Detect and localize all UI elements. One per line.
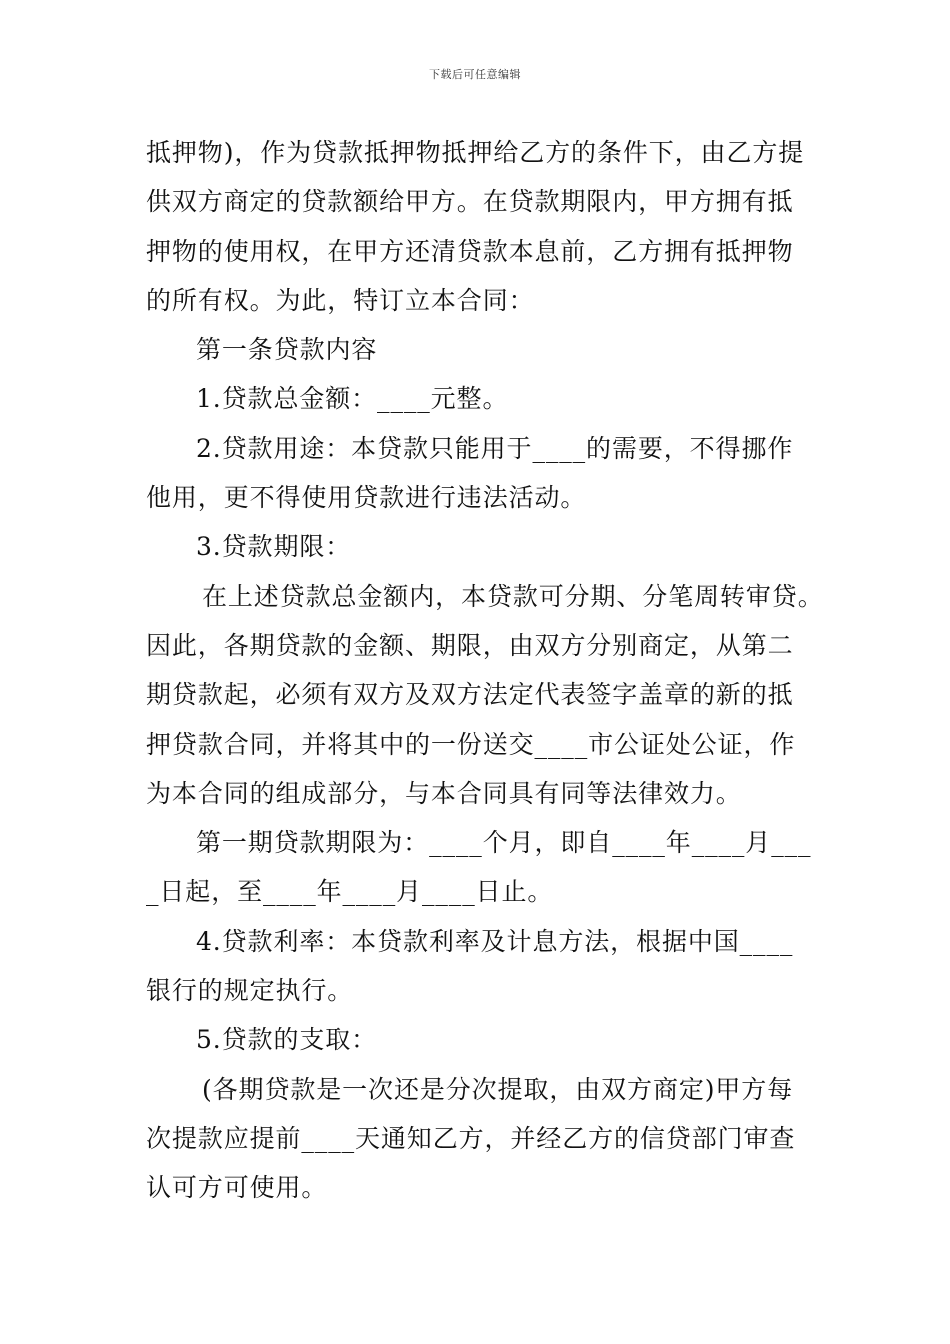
paragraph-line: 为本合同的组成部分，与本合同具有同等法律效力。	[146, 778, 742, 808]
clause-loan-purpose: 2.贷款用途：本贷款只能用于____的需要，不得挪作	[196, 433, 794, 463]
clause-loan-term: 3.贷款期限：	[196, 532, 352, 562]
clause-loan-withdrawal: 5.贷款的支取：	[196, 1025, 378, 1055]
paragraph-line: 期贷款起，必须有双方及双方法定代表签字盖章的新的抵	[146, 680, 794, 710]
paragraph-line: _日起，至____年____月____日止。	[146, 877, 554, 907]
paragraph-line: 银行的规定执行。	[146, 976, 354, 1006]
clause-loan-amount: 1.贷款总金额：____元整。	[196, 384, 509, 414]
paragraph-line: 的所有权。为此，特订立本合同：	[146, 285, 535, 315]
paragraph-line: 在上述贷款总金额内，本贷款可分期、分笔周转审贷。	[202, 581, 824, 611]
first-period-term: 第一期贷款期限为：____个月，即自____年____月___	[196, 828, 812, 858]
paragraph-line: 他用，更不得使用贷款进行违法活动。	[146, 483, 587, 513]
paragraph-line: 抵押物)，作为贷款抵押物抵押给乙方的条件下，由乙方提	[146, 138, 805, 167]
paragraph-line: 供双方商定的贷款额给甲方。在贷款期限内，甲方拥有抵	[146, 187, 794, 217]
clause-interest-rate: 4.贷款利率：本贷款利率及计息方法，根据中国____	[196, 926, 794, 956]
contract-body	[146, 128, 826, 1213]
paragraph-line: 因此，各期贷款的金额、期限，由双方分别商定，从第二	[146, 630, 794, 660]
paragraph-line: 次提款应提前____天通知乙方，并经乙方的信贷部门审查	[146, 1123, 796, 1153]
paragraph-line: (各期贷款是一次还是分次提取，由双方商定)甲方每	[202, 1074, 794, 1104]
page-header: 下载后可任意编辑	[429, 68, 521, 81]
paragraph-line: 押贷款合同，并将其中的一份送交____市公证处公证，作	[146, 729, 796, 759]
section-heading: 第一条贷款内容	[196, 335, 378, 365]
paragraph-line: 押物的使用权，在甲方还清贷款本息前，乙方拥有抵押物	[146, 236, 794, 266]
paragraph-line: 认可方可使用。	[146, 1173, 328, 1203]
